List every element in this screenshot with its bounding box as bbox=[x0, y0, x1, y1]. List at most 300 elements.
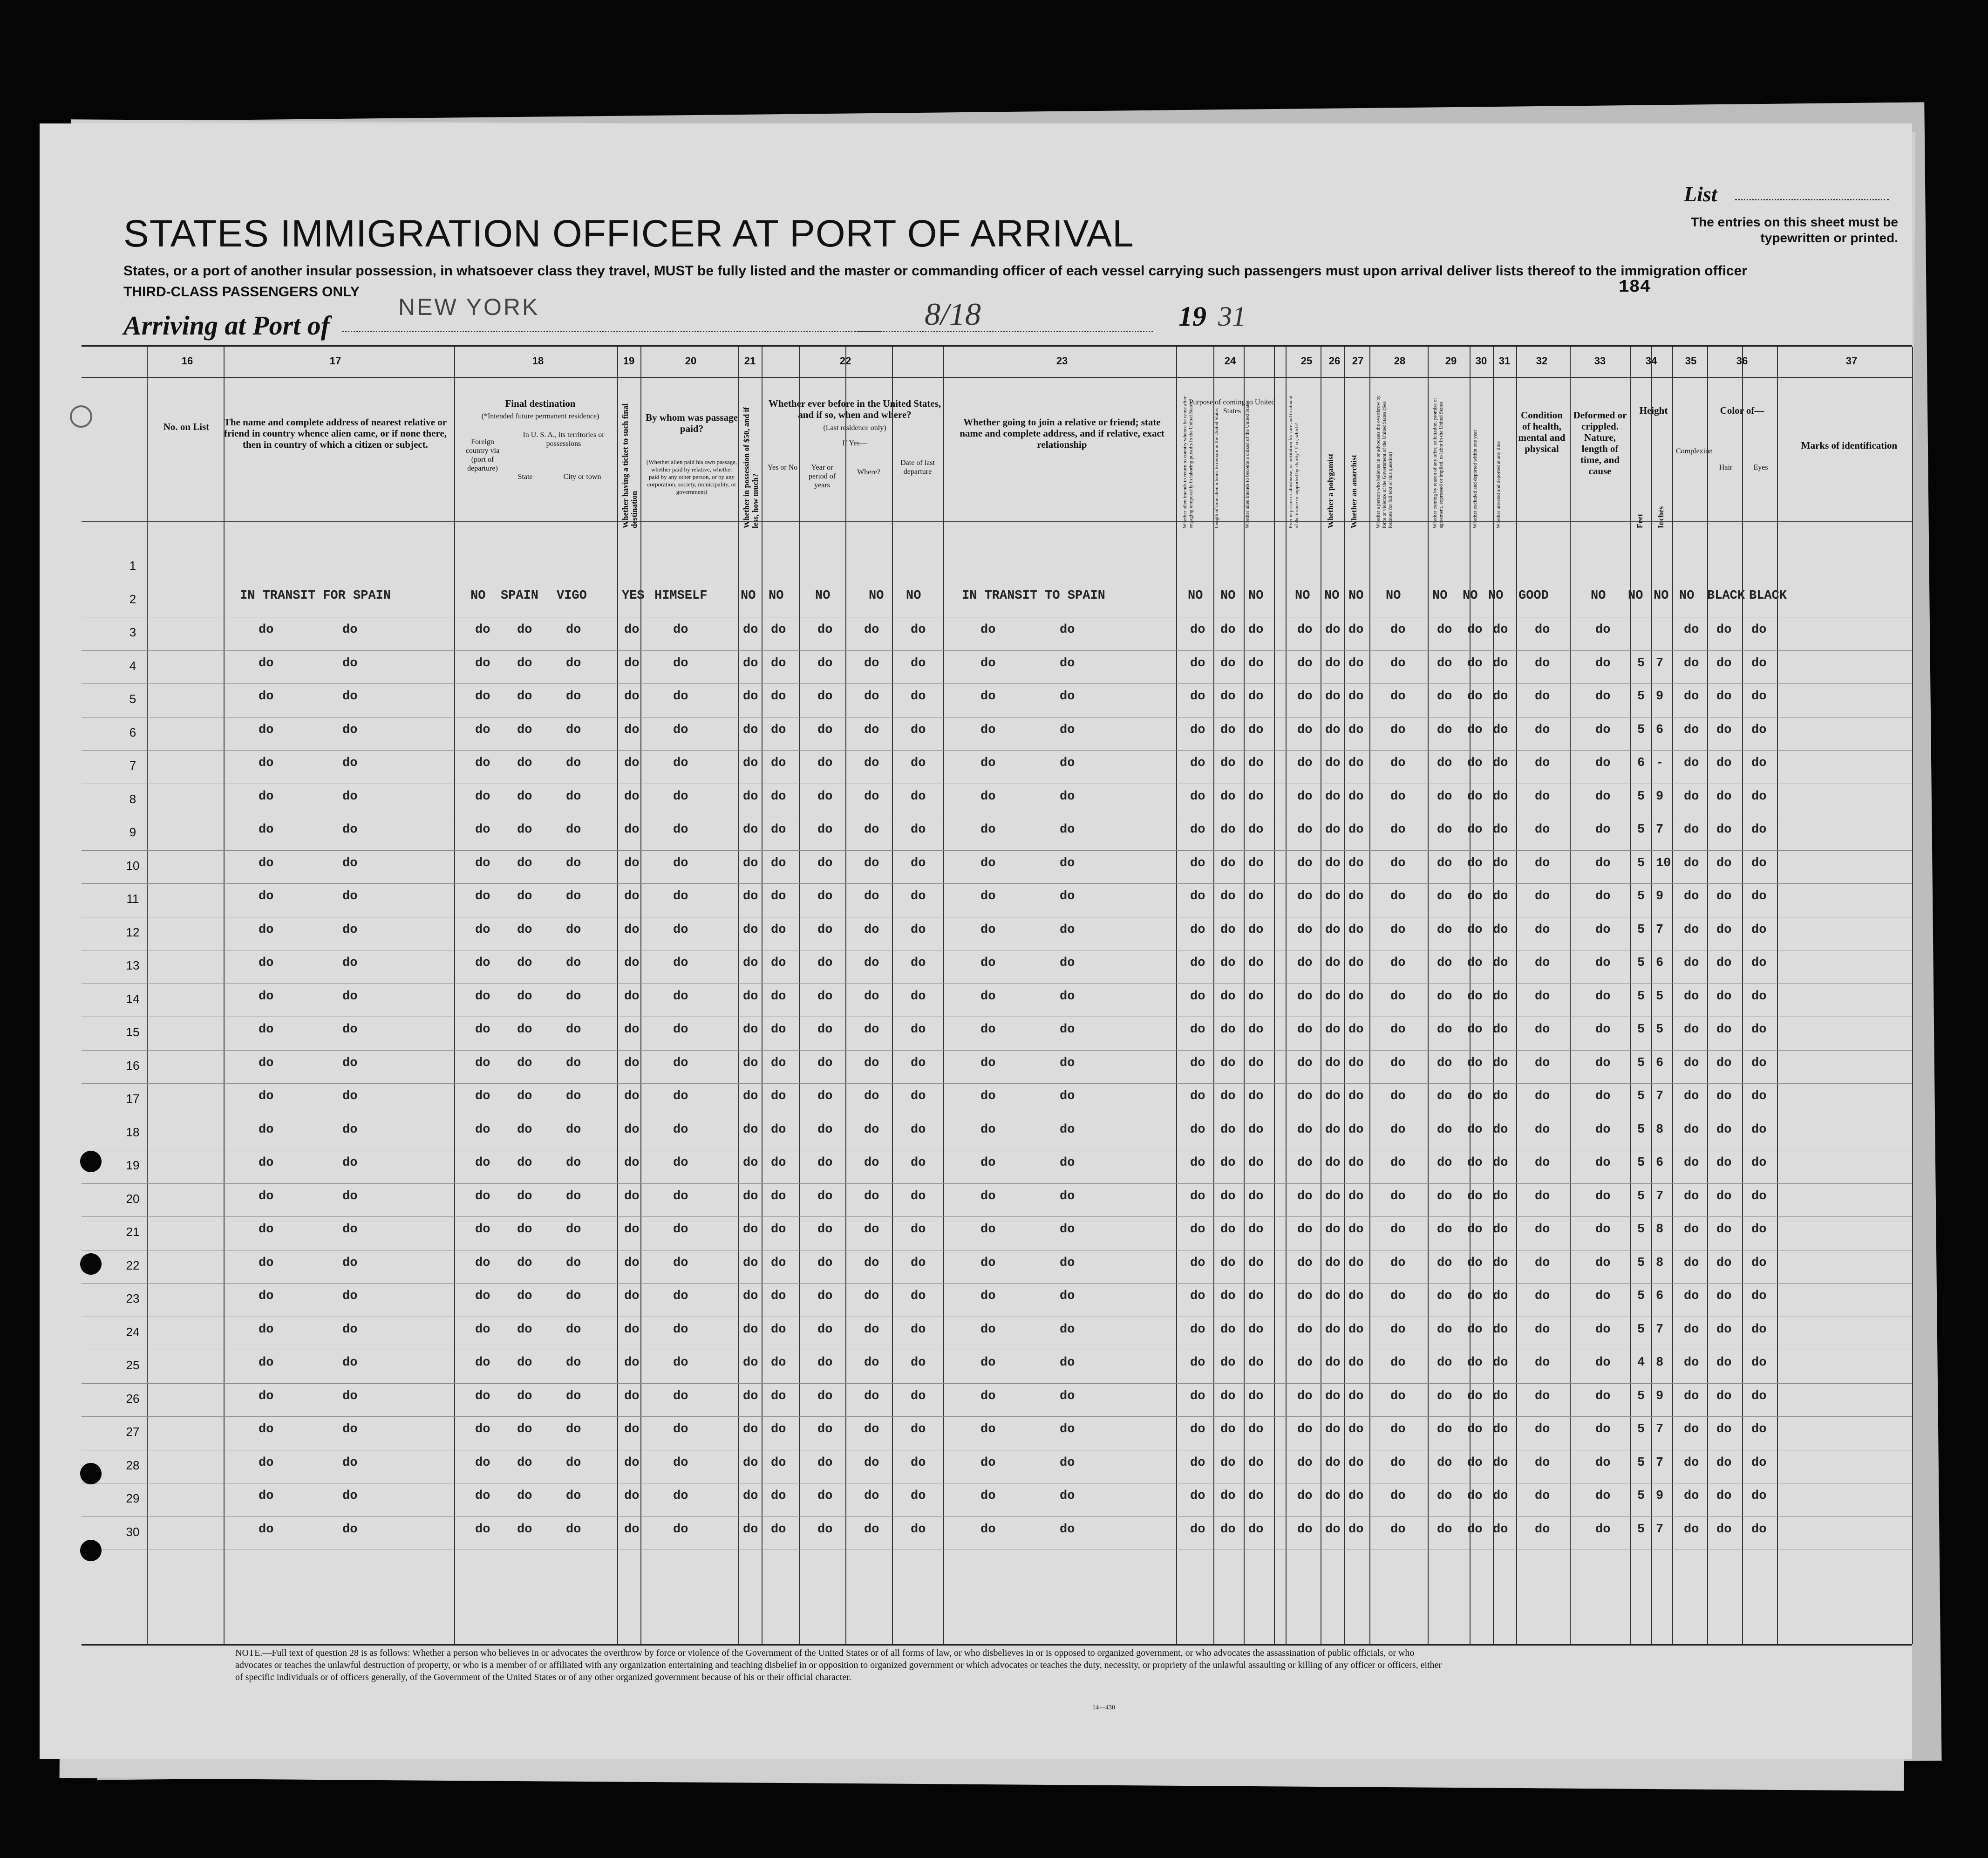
ditto-mark: do bbox=[517, 1356, 532, 1370]
ditto-mark: do bbox=[817, 1189, 833, 1203]
ditto-mark: do bbox=[1348, 1389, 1364, 1403]
ditto-mark: do bbox=[1248, 1356, 1264, 1370]
ditto-mark: do bbox=[1535, 690, 1550, 704]
height-feet: 4 bbox=[1637, 1356, 1645, 1370]
ditto-mark: do bbox=[1684, 1289, 1699, 1303]
height-inches: 7 bbox=[1656, 1322, 1664, 1337]
ditto-mark: do bbox=[1716, 956, 1732, 970]
ditto-mark: do bbox=[566, 1289, 581, 1303]
ditto-mark: do bbox=[1390, 956, 1406, 970]
ditto-mark: do bbox=[259, 656, 274, 670]
ditto-mark: do bbox=[743, 1356, 758, 1370]
ditto-mark: do bbox=[1060, 1256, 1075, 1270]
ditto-mark: do bbox=[1348, 1289, 1364, 1303]
ditto-mark: do bbox=[1325, 1189, 1341, 1203]
ditto-mark: do bbox=[1437, 1256, 1452, 1270]
ditto-mark: do bbox=[1595, 1156, 1611, 1170]
year-prefix: 19 bbox=[1178, 301, 1206, 332]
ditto-mark: do bbox=[1348, 956, 1364, 970]
ditto-mark: do bbox=[980, 1489, 996, 1503]
ditto-mark: do bbox=[1467, 1522, 1483, 1537]
ditto-mark: do bbox=[1467, 1389, 1483, 1403]
ditto-mark: do bbox=[259, 956, 274, 970]
ditto-mark: do bbox=[817, 1389, 833, 1403]
ditto-mark: do bbox=[1190, 1322, 1205, 1337]
header-joining: Whether going to join a relative or friend; state name and complete address, and if relative, exact relationship bbox=[960, 417, 1164, 450]
header-p25: Ever in prison or almshouse, or institution for care and treatment of the insane or supported by charity? If so, which? bbox=[1288, 395, 1300, 528]
ditto-mark: do bbox=[673, 1156, 688, 1170]
ditto-mark: do bbox=[1220, 1223, 1236, 1236]
ditto-mark: do bbox=[1535, 1422, 1550, 1436]
ditto-mark: do bbox=[1751, 1223, 1767, 1236]
ditto-mark: do bbox=[566, 823, 581, 837]
ditto-mark: do bbox=[1467, 1223, 1483, 1236]
ditto-mark: do bbox=[864, 956, 879, 970]
ditto-mark: do bbox=[1595, 1189, 1611, 1203]
ditto-mark: do bbox=[1390, 1389, 1406, 1403]
ditto-mark: do bbox=[475, 856, 490, 870]
entry-p24a: NO bbox=[1188, 589, 1203, 603]
ditto-mark: do bbox=[1595, 1056, 1611, 1070]
ditto-mark: do bbox=[1751, 1289, 1767, 1303]
ditto-mark: do bbox=[1535, 922, 1550, 937]
ditto-mark: do bbox=[1684, 856, 1699, 870]
ditto-mark: do bbox=[817, 1489, 833, 1503]
ditto-mark: do bbox=[1297, 1223, 1313, 1236]
ditto-mark: do bbox=[1297, 1156, 1313, 1170]
row-number: 29 bbox=[126, 1491, 140, 1505]
row-divider bbox=[82, 850, 1912, 851]
ditto-mark: do bbox=[475, 1522, 490, 1537]
ditto-mark: do bbox=[1297, 1489, 1313, 1503]
ditto-mark: do bbox=[1535, 756, 1550, 770]
ditto-mark: do bbox=[1220, 690, 1236, 704]
ditto-mark: do bbox=[911, 956, 926, 970]
ditto-mark: do bbox=[1297, 1455, 1313, 1470]
ditto-mark: do bbox=[1060, 1223, 1075, 1236]
ditto-mark: do bbox=[1535, 1522, 1550, 1537]
ditto-mark: do bbox=[517, 756, 532, 770]
col-number: 24 bbox=[1224, 355, 1236, 367]
ditto-mark: do bbox=[980, 1522, 996, 1537]
ditto-mark: do bbox=[259, 1023, 274, 1037]
header-foreign-country: Foreign country via (port of departure) bbox=[465, 438, 500, 472]
ditto-mark: do bbox=[673, 789, 688, 804]
ditto-mark: do bbox=[1390, 623, 1406, 637]
ditto-mark: do bbox=[1060, 1089, 1075, 1103]
ditto-mark: do bbox=[1248, 1223, 1264, 1236]
ditto-mark: do bbox=[1190, 690, 1205, 704]
ditto-mark: do bbox=[1390, 856, 1406, 870]
ditto-mark: do bbox=[1716, 1289, 1732, 1303]
ditto-mark: do bbox=[1751, 1189, 1767, 1203]
height-inches: 7 bbox=[1656, 1089, 1664, 1103]
row-divider bbox=[82, 1083, 1912, 1084]
ditto-mark: do bbox=[1297, 922, 1313, 937]
ditto-mark: do bbox=[624, 823, 640, 837]
ditto-mark: do bbox=[342, 690, 358, 704]
ditto-mark: do bbox=[1437, 1023, 1452, 1037]
row-number: 8 bbox=[129, 792, 136, 806]
ditto-mark: do bbox=[1220, 922, 1236, 937]
ditto-mark: do bbox=[817, 856, 833, 870]
ditto-mark: do bbox=[1390, 690, 1406, 704]
ditto-mark: do bbox=[743, 756, 758, 770]
ditto-mark: do bbox=[1751, 1356, 1767, 1370]
ditto-mark: do bbox=[1684, 1089, 1699, 1103]
row-number: 27 bbox=[126, 1425, 140, 1439]
ditto-mark: do bbox=[342, 1389, 358, 1403]
ditto-mark: do bbox=[1684, 1223, 1699, 1236]
ditto-mark: do bbox=[259, 1322, 274, 1337]
ditto-mark: do bbox=[1325, 823, 1341, 837]
ditto-mark: do bbox=[517, 723, 532, 737]
ditto-mark: do bbox=[1467, 756, 1483, 770]
ditto-mark: do bbox=[1437, 889, 1452, 903]
ditto-mark: do bbox=[1751, 656, 1767, 670]
ditto-mark: do bbox=[1297, 1356, 1313, 1370]
ditto-mark: do bbox=[1297, 856, 1313, 870]
ditto-mark: do bbox=[517, 956, 532, 970]
ditto-mark: do bbox=[743, 623, 758, 637]
ditto-mark: do bbox=[1348, 989, 1364, 1004]
ditto-mark: do bbox=[673, 1122, 688, 1137]
ditto-mark: do bbox=[673, 856, 688, 870]
ditto-mark: do bbox=[1297, 723, 1313, 737]
height-inches: 9 bbox=[1656, 1389, 1664, 1403]
row-number: 24 bbox=[126, 1325, 140, 1339]
header-passage-note: (Whether alien paid his own passage, whether paid by relative, whether paid by any other person, or by any corporation, society, municipality, or government) bbox=[646, 458, 737, 495]
row-number: 6 bbox=[129, 725, 136, 739]
ditto-mark: do bbox=[342, 723, 358, 737]
ditto-mark: do bbox=[817, 1522, 833, 1537]
ditto-mark: do bbox=[1751, 989, 1767, 1004]
ditto-mark: do bbox=[771, 1256, 786, 1270]
ditto-mark: do bbox=[911, 1056, 926, 1070]
ditto-mark: do bbox=[673, 1522, 688, 1537]
ditto-mark: do bbox=[1248, 723, 1264, 737]
ditto-mark: do bbox=[911, 756, 926, 770]
ditto-mark: do bbox=[517, 1256, 532, 1270]
ditto-mark: do bbox=[1348, 1156, 1364, 1170]
ditto-mark: do bbox=[771, 823, 786, 837]
height-inches: 6 bbox=[1656, 723, 1664, 737]
ditto-mark: do bbox=[1248, 922, 1264, 937]
ditto-mark: do bbox=[1248, 956, 1264, 970]
ditto-mark: do bbox=[517, 1189, 532, 1203]
row-number: 1 bbox=[129, 559, 136, 573]
ditto-mark: do bbox=[342, 1455, 358, 1470]
row-number: 4 bbox=[129, 658, 136, 673]
ditto-mark: do bbox=[1684, 1322, 1699, 1337]
ditto-mark: do bbox=[1535, 1223, 1550, 1236]
ditto-mark: do bbox=[1220, 723, 1236, 737]
ditto-mark: do bbox=[673, 690, 688, 704]
column-divider bbox=[1912, 347, 1913, 1644]
ditto-mark: do bbox=[1716, 823, 1732, 837]
ditto-mark: do bbox=[771, 1156, 786, 1170]
ditto-mark: do bbox=[566, 1223, 581, 1236]
ditto-mark: do bbox=[1390, 1023, 1406, 1037]
ditto-mark: do bbox=[624, 989, 640, 1004]
ditto-mark: do bbox=[517, 789, 532, 804]
ditto-mark: do bbox=[1437, 1422, 1452, 1436]
ditto-mark: do bbox=[342, 1056, 358, 1070]
ditto-mark: do bbox=[342, 1089, 358, 1103]
ditto-mark: do bbox=[1220, 1289, 1236, 1303]
ditto-mark: do bbox=[1493, 823, 1508, 837]
ditto-mark: do bbox=[864, 1156, 879, 1170]
ditto-mark: do bbox=[673, 1389, 688, 1403]
height-inches: 8 bbox=[1656, 1223, 1664, 1236]
ditto-mark: do bbox=[1493, 1122, 1508, 1137]
row-divider bbox=[82, 1216, 1912, 1217]
entry-p26: NO bbox=[1324, 589, 1340, 603]
ditto-mark: do bbox=[864, 1389, 879, 1403]
ditto-mark: do bbox=[1348, 889, 1364, 903]
ditto-mark: do bbox=[1190, 1056, 1205, 1070]
ditto-mark: do bbox=[1248, 1522, 1264, 1537]
height-feet: 5 bbox=[1637, 1056, 1645, 1070]
ditto-mark: do bbox=[1390, 1356, 1406, 1370]
ditto-mark: do bbox=[1467, 1056, 1483, 1070]
ditto-mark: do bbox=[1325, 1223, 1341, 1236]
row-number: 5 bbox=[129, 692, 136, 706]
ditto-mark: do bbox=[817, 1056, 833, 1070]
height-inches: 8 bbox=[1656, 1256, 1664, 1270]
ditto-mark: do bbox=[1248, 989, 1264, 1004]
ditto-mark: do bbox=[1390, 1189, 1406, 1203]
ditto-mark: do bbox=[1684, 989, 1699, 1004]
header-final-destination-note: (*Intended future permanent residence) bbox=[481, 412, 599, 420]
ditto-mark: do bbox=[1060, 1156, 1075, 1170]
ditto-mark: do bbox=[1297, 1023, 1313, 1037]
ditto-mark: do bbox=[1390, 1056, 1406, 1070]
ditto-mark: do bbox=[259, 1522, 274, 1537]
ditto-mark: do bbox=[911, 1256, 926, 1270]
ditto-mark: do bbox=[1190, 1422, 1205, 1436]
ditto-mark: do bbox=[1248, 1122, 1264, 1137]
ditto-mark: do bbox=[743, 723, 758, 737]
ditto-mark: do bbox=[1437, 956, 1452, 970]
ditto-mark: do bbox=[1248, 1289, 1264, 1303]
ditto-mark: do bbox=[475, 956, 490, 970]
ditto-mark: do bbox=[1493, 956, 1508, 970]
ditto-mark: do bbox=[673, 889, 688, 903]
row-divider bbox=[82, 1516, 1912, 1517]
ditto-mark: do bbox=[342, 823, 358, 837]
ditto-mark: do bbox=[1297, 1389, 1313, 1403]
entry-feet: NO bbox=[1628, 589, 1643, 603]
ditto-mark: do bbox=[1390, 989, 1406, 1004]
binder-hole bbox=[80, 1253, 102, 1275]
ditto-mark: do bbox=[566, 656, 581, 670]
ditto-mark: do bbox=[980, 1122, 996, 1137]
ditto-mark: do bbox=[1595, 1422, 1611, 1436]
ditto-mark: do bbox=[1493, 1489, 1508, 1503]
col-number: 35 bbox=[1685, 355, 1697, 367]
ditto-mark: do bbox=[817, 1356, 833, 1370]
ditto-mark: do bbox=[624, 723, 640, 737]
ditto-mark: do bbox=[1390, 656, 1406, 670]
header-p24b: Length of time alien intends to remain in the United States bbox=[1214, 408, 1219, 528]
ditto-mark: do bbox=[743, 889, 758, 903]
col-number: 31 bbox=[1498, 355, 1511, 367]
ditto-mark: do bbox=[566, 1122, 581, 1137]
height-inches: 10 bbox=[1656, 856, 1671, 870]
ditto-mark: do bbox=[1467, 1189, 1483, 1203]
ditto-mark: do bbox=[1751, 690, 1767, 704]
entry-p28: NO bbox=[1386, 589, 1401, 603]
ditto-mark: do bbox=[1248, 656, 1264, 670]
ditto-mark: do bbox=[1248, 856, 1264, 870]
col-number: 18 bbox=[532, 355, 544, 367]
ditto-mark: do bbox=[673, 656, 688, 670]
ditto-mark: do bbox=[1493, 1089, 1508, 1103]
ditto-mark: do bbox=[1493, 723, 1508, 737]
ditto-mark: do bbox=[1060, 1289, 1075, 1303]
ditto-mark: do bbox=[1190, 656, 1205, 670]
ditto-mark: do bbox=[980, 1356, 996, 1370]
form-number: 14—430 bbox=[1092, 1704, 1115, 1711]
ditto-mark: do bbox=[1467, 823, 1483, 837]
ditto-mark: do bbox=[1437, 756, 1452, 770]
ditto-mark: do bbox=[1348, 656, 1364, 670]
ditto-mark: do bbox=[1348, 1489, 1364, 1503]
ditto-mark: do bbox=[517, 1289, 532, 1303]
ditto-mark: do bbox=[1493, 756, 1508, 770]
ditto-mark: do bbox=[342, 1223, 358, 1236]
row-number: 25 bbox=[126, 1358, 140, 1372]
ditto-mark: do bbox=[673, 956, 688, 970]
ditto-mark: do bbox=[1348, 856, 1364, 870]
ditto-mark: do bbox=[1248, 1455, 1264, 1470]
entry-hair: BLACK bbox=[1707, 589, 1745, 603]
ditto-mark: do bbox=[342, 956, 358, 970]
col-number: 26 bbox=[1328, 355, 1341, 367]
ditto-mark: do bbox=[1751, 756, 1767, 770]
header-p30: Whether excluded and deported within one year bbox=[1472, 430, 1478, 528]
ditto-mark: do bbox=[1437, 922, 1452, 937]
height-feet: 5 bbox=[1637, 1256, 1645, 1270]
ditto-mark: do bbox=[566, 1322, 581, 1337]
ditto-mark: do bbox=[743, 1089, 758, 1103]
ditto-mark: do bbox=[743, 690, 758, 704]
ditto-mark: do bbox=[1716, 889, 1732, 903]
ditto-mark: do bbox=[1297, 1422, 1313, 1436]
ditto-mark: do bbox=[1493, 1023, 1508, 1037]
ditto-mark: do bbox=[1348, 922, 1364, 937]
entry-p27: NO bbox=[1348, 589, 1364, 603]
ditto-mark: do bbox=[1535, 856, 1550, 870]
ditto-mark: do bbox=[342, 1356, 358, 1370]
height-feet: 5 bbox=[1637, 1489, 1645, 1503]
ditto-mark: do bbox=[1751, 1256, 1767, 1270]
ditto-mark: do bbox=[1751, 623, 1767, 637]
ditto-mark: do bbox=[1684, 1422, 1699, 1436]
ditto-mark: do bbox=[1325, 656, 1341, 670]
ditto-mark: do bbox=[624, 690, 640, 704]
ditto-mark: do bbox=[1493, 1522, 1508, 1537]
height-inches: 5 bbox=[1656, 989, 1664, 1004]
ditto-mark: do bbox=[1390, 1522, 1406, 1537]
ditto-mark: do bbox=[817, 922, 833, 937]
ditto-mark: do bbox=[475, 723, 490, 737]
height-inches: 7 bbox=[1656, 922, 1664, 937]
ditto-mark: do bbox=[1751, 856, 1767, 870]
ditto-mark: do bbox=[342, 1422, 358, 1436]
ditto-mark: do bbox=[1535, 1122, 1550, 1137]
ditto-mark: do bbox=[1437, 1189, 1452, 1203]
ditto-mark: do bbox=[1595, 956, 1611, 970]
ditto-mark: do bbox=[1190, 1256, 1205, 1270]
ditto-mark: do bbox=[743, 989, 758, 1004]
ditto-mark: do bbox=[771, 1422, 786, 1436]
ditto-mark: do bbox=[1595, 656, 1611, 670]
ditto-mark: do bbox=[864, 1089, 879, 1103]
ditto-mark: do bbox=[1437, 823, 1452, 837]
ditto-mark: do bbox=[817, 989, 833, 1004]
ditto-mark: do bbox=[1248, 1422, 1264, 1436]
ditto-mark: do bbox=[1595, 1089, 1611, 1103]
ditto-mark: do bbox=[475, 1156, 490, 1170]
ditto-mark: do bbox=[911, 1223, 926, 1236]
row-number: 12 bbox=[126, 925, 140, 939]
height-inches: 9 bbox=[1656, 789, 1664, 804]
entry-foreign-country: NO bbox=[470, 589, 486, 603]
ditto-mark: do bbox=[1535, 1455, 1550, 1470]
ditto-mark: do bbox=[1467, 789, 1483, 804]
header-height: Height bbox=[1639, 405, 1668, 416]
ditto-mark: do bbox=[1437, 1122, 1452, 1137]
ditto-mark: do bbox=[673, 1356, 688, 1370]
ditto-mark: do bbox=[517, 1156, 532, 1170]
ditto-mark: do bbox=[1297, 1189, 1313, 1203]
ditto-mark: do bbox=[817, 656, 833, 670]
row-divider bbox=[82, 1183, 1912, 1184]
ditto-mark: do bbox=[1751, 1455, 1767, 1470]
ditto-mark: do bbox=[259, 1389, 274, 1403]
row-number: 26 bbox=[126, 1391, 140, 1406]
ditto-mark: do bbox=[673, 1256, 688, 1270]
height-feet: 5 bbox=[1637, 1223, 1645, 1236]
ditto-mark: do bbox=[911, 1089, 926, 1103]
ditto-mark: do bbox=[517, 623, 532, 637]
height-feet: 5 bbox=[1637, 723, 1645, 737]
ditto-mark: do bbox=[475, 1422, 490, 1436]
ditto-mark: do bbox=[1220, 1056, 1236, 1070]
ditto-mark: do bbox=[566, 723, 581, 737]
ditto-mark: do bbox=[1248, 1189, 1264, 1203]
ditto-mark: do bbox=[911, 1122, 926, 1137]
arriving-label: Arriving at Port of bbox=[123, 310, 330, 341]
height-feet: 5 bbox=[1637, 1156, 1645, 1170]
list-line bbox=[1735, 199, 1889, 200]
ditto-mark: do bbox=[743, 1189, 758, 1203]
ditto-mark: do bbox=[1190, 789, 1205, 804]
ditto-mark: do bbox=[1595, 1289, 1611, 1303]
col-number: 17 bbox=[329, 355, 341, 367]
manifest-sheet bbox=[40, 123, 1912, 1759]
ditto-mark: do bbox=[1190, 1189, 1205, 1203]
ditto-mark: do bbox=[1190, 1455, 1205, 1470]
ditto-mark: do bbox=[1437, 1389, 1452, 1403]
ditto-mark: do bbox=[980, 922, 996, 937]
header-color: Color of— bbox=[1720, 405, 1764, 416]
ditto-mark: do bbox=[1535, 1089, 1550, 1103]
binder-ring bbox=[70, 405, 92, 428]
ditto-mark: do bbox=[1060, 1322, 1075, 1337]
